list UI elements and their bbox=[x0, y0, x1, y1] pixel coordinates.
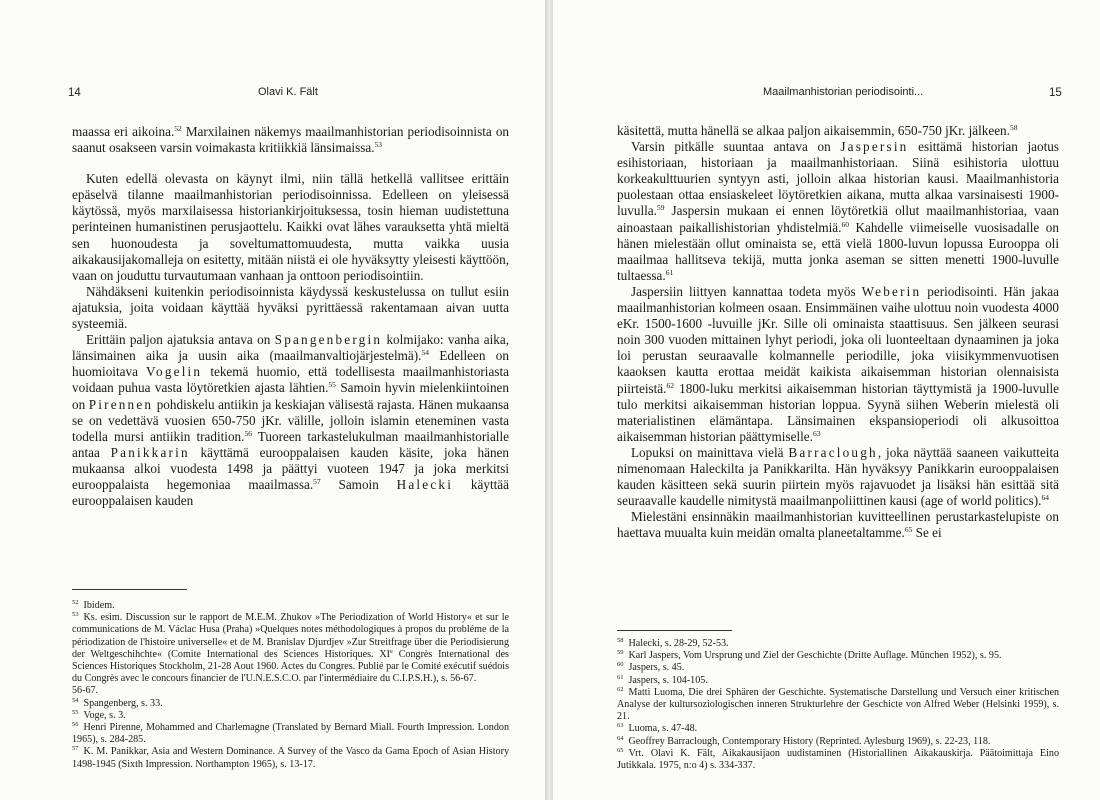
left-page bbox=[0, 0, 545, 800]
footnote: $^{64}$ Geoffrey Barraclough, Contemporary History (Reprinted. Aylesburg 1969), s. 22-23, 118. bbox=[617, 734, 991, 747]
spaced-name: Spangenbergin bbox=[274, 332, 383, 348]
footnote: $^{62}$ Matti Luoma, Die drei Sphären der Geschichte. Systematische Darstellung und Versuch einer kritischen Analyse der kultursoziologischen inneren Strukturlehre der Geschicte von Alfred Weber (Helsinki 1959), s. 21. bbox=[617, 685, 1059, 723]
footnote: $^{59}$ Karl Jaspers, Vom Ursprung und Ziel der Geschichte (Dritte Auflage. München 1952), s. 95. bbox=[617, 649, 1002, 662]
spaced-name: Vogelin bbox=[146, 364, 203, 380]
footnote: $^{56}$ Henri Pirenne, Mohammed and Charlemagne (Translated by Bernard Miall. Fourth Impression. London 1965), s. 284-285. bbox=[72, 721, 509, 746]
paragraph: Varsin pitkälle suuntaa antava on Jaspersin esittämä historian jaotus esihistoriaan, historiaan ja maailmanhistoriaan. Siinä esihistoria ulottuu korkeakulttuurien syntyyn asti, jolloin alkaa historian kausi. Maailmanhistoria puolestaan ottaa ensiaskeleet löytöretkien aikana, mutta alkaa varsinaisesti 1900-luvulla.$^{59}$ Jaspersin mukaan ei ennen löytöretkiä ollut maailmanhistoriaa, vaan ainoastaan paikallishistorian yhdistelmiä.$^{60}$ Kahdelle viimeiselle vuosisadalle on hänen mielestään ollut ominaista se, että vielä 1800-luvun lopussa Eurooppa oli maailmaa hallitseva tekijä, mutta jonka aseman se sitten menetti 1900-luvulle tultaessa.$^{61}$ bbox=[617, 139, 1059, 283]
spaced-name: Panikkarin bbox=[110, 444, 190, 460]
footnote-ref[interactable]: 54 bbox=[421, 348, 429, 358]
body-text bbox=[617, 123, 1059, 541]
footnote-ref[interactable]: 61 bbox=[665, 267, 674, 277]
paragraph: Lopuksi on mainittava vielä Barraclough, joka näyttää saaneen vaikutteita nimenomaan Haleckilta ja Panikkarilta. Hän hyväksyy Panikkarin eurooppalaisen kauden käsitteen sekä suurin piirtein myös rajavuodet ja lisäksi hän esittää sitä seuraavalle kaudelle nimitystä maailmanpoliittinen kausi (age of world politics).$^{64}$ bbox=[617, 444, 1059, 509]
footnotes bbox=[72, 600, 509, 771]
paragraph: Kuten edellä olevasta on käynyt ilmi, niin tällä hetkellä vallitsee erittäin epäselvä tilanne maailmanhistorian periodisoinnissa. Edelleen on yleisessä käytössä, myös marxilaisessa historiankirjoituksessa, tosin hieman uudistettuna perinteinen humanistinen perusjaottelu. Kaikki ovat lähes varauksetta yhtä mieltä sen huonoudesta ja soveltumattomuudesta, mutta vaikka uusia aikakausijakomalleja on esitetty, mitään niistä ei ole hyväksytty yleisesti käyttöön, vaan on jouduttu turvautumaan vanhaan ja onttoon periodisointiin. bbox=[72, 171, 509, 283]
footnote-rule bbox=[72, 589, 187, 590]
footnote-ref[interactable]: 58 bbox=[1009, 123, 1018, 132]
book-gutter bbox=[545, 0, 553, 800]
footnotes bbox=[617, 638, 1059, 772]
footnote: $^{65}$ Vrt. Olavi K. Fält, Aikakausijaon uudistaminen (Historiallinen Aikakauskirja. Päätoimittaja Eino Jutikkala. 1975, n:o 4) s. 334-337. bbox=[617, 746, 1059, 772]
spaced-name: Jaspersin bbox=[840, 139, 909, 155]
paragraph: Erittäin paljon ajatuksia antava on Spangenbergin kolmijako: vanha aika, länsimainen aika ja uusin aika (maailmanvaltiojärjestelmä).$^{54}$ Edelleen on huomioitava Vogelin tekemä huomio, että todellisesta maailmanhistoriasta voidaan puhua vasta löytöretkien ajasta lähtien.$^{55}$ Samoin hyvin mielenkiintoinen on Pirennen pohdiskelu antiikin ja keskiajan välisestä rajasta. Hänen mukaansa se on vedettävä vuosien 650-750 jKr. välille, jolloin islamin eteneminen vasta todella mursi antiikin tradition.$^{56}$ Tuoreen tarkastelukulman maailmanhistorialle antaa Panikkarin käyttämä eurooppalaisen kauden käsite, joka hänen mukaansa alkoi vuodesta 1498 ja päättyi vuoteen 1947 ja joka merkitsi eurooppalaista hegemoniaa maailmassa.$^{57}$ Samoin Halecki käyttää eurooppalaisen kauden bbox=[72, 332, 510, 509]
running-head: Olavi K. Fält bbox=[258, 86, 318, 98]
page-number: 15 bbox=[1049, 87, 1062, 99]
right-page bbox=[553, 0, 1100, 800]
footnote-ref[interactable]: 63 bbox=[812, 428, 821, 438]
spaced-name: Halecki bbox=[396, 476, 454, 492]
spaced-name: Weberin bbox=[861, 283, 922, 299]
spaced-name: Pirennen bbox=[88, 396, 154, 412]
footnote-ref[interactable]: 60 bbox=[841, 219, 849, 229]
page-number: 14 bbox=[68, 87, 81, 99]
paragraph: käsitettä, mutta hänellä se alkaa paljon aikaisemmin, 650-750 jKr. jälkeen.$^{58}$ bbox=[617, 123, 1018, 138]
spaced-name: Barraclough bbox=[788, 444, 878, 460]
footnote: $^{60}$ Jaspers, s. 45. bbox=[617, 661, 685, 674]
footnote-ref[interactable]: 57 bbox=[313, 476, 321, 486]
footnote-ref[interactable]: 62 bbox=[666, 380, 674, 390]
paragraph: maassa eri aikoina.$^{52}$ Marxilainen näkemys maailmanhistorian periodisoinnista on saanut osakseen varsin voimakasta kritiikkiä länsimaissa.$^{53}$ bbox=[72, 124, 510, 156]
footnote: $^{63}$ Luoma, s. 47-48. bbox=[617, 722, 698, 735]
footnote: $^{57}$ K. M. Panikkar, Asia and Western Dominance. A Survey of the Vasco da Gama Epoch of Asian History 1498-1945 (Sixth Impression. Northampton 1965), s. 13-17. bbox=[72, 745, 509, 770]
footnote-ref[interactable]: 64 bbox=[1041, 493, 1049, 503]
running-head: Maailmanhistorian periodisointi... bbox=[763, 86, 924, 98]
footnote: $^{61}$ Jaspers, s. 104-105. bbox=[617, 673, 708, 686]
footnote-ref[interactable]: 59 bbox=[656, 203, 665, 213]
footnote-ref[interactable]: 55 bbox=[328, 380, 336, 390]
footnote-continuation: 56-67. bbox=[72, 685, 99, 697]
footnote: $^{55}$ Voge, s. 3. bbox=[72, 708, 126, 721]
footnote: $^{54}$ Spangenberg, s. 33. bbox=[72, 696, 163, 709]
footnote: $^{53}$ Ks. esim. Discussion sur le rapport de M.E.M. Zhukov »The Periodization of World History« et sur le communications de M. Václac Husa (Praha) »Quelques notes méthodologiques à propos du probléme de la périodization de l'histoire universelle« et de M. Branislav Djurdjev »Zur Streitfrage über die Periodisierung der Weltgeschihchte« (Comite International des Sciences Historiques. XIe Congrès International des Sciences Historiques Stockholm, 21-28 Aout 1960. Actes du Congres. Publié par le Comité exécutif suédois du Congrès avec le concours financier de l'U.N.E.S.C.O. par l'intermédiaire du C.I.P.S.H.), s. 56-67. bbox=[72, 611, 509, 685]
footnote: $^{52}$ Ibidem. bbox=[72, 599, 115, 611]
paragraph: Nähdäkseni kuitenkin periodisoinnista käydyssä keskustelussa on tullut esiin ajatuksia, joita voidaan käyttää hyväksi pyrittäessä rakentamaan aivan uutta systeemiä. bbox=[72, 283, 509, 332]
footnote-ref[interactable]: 65 bbox=[904, 525, 913, 535]
paragraph: Jaspersiin liittyen kannattaa todeta myös Weberin periodisointi. Hän jakaa maailmanhistorian kolmeen osaan. Ensimmäinen vaihe ulottuu noin vuodesta 4000 eKr. 1500-1600 -luvuille jKr. Sille oli ominaista staattisuus. Sen jälkeen seurasi noin 300 vuoden mittainen lyhyt periodi, joka oli luonteeltaan dynaaminen ja joka loi perustan seuraavalle kolmannelle periodille, joka viisikymmenvuotisen kaaoksen kautta erottaa meidät kaikista aikaisemman historian olennaisista piirteistä.$^{62}$ 1800-luku merkitsi aikaisemman historian täyttymistä ja 1900-luvulle tulo merkitsi aikaisemman historian loppua. Syynä siihen Weberin mielestä oli materialistinen elämäntapa. Länsimainen ekspansioperiodi oli alkusoittoa aikaisemman historian päättymiselle.$^{63}$ bbox=[617, 283, 1060, 444]
footnote: $^{58}$ Halecki, s. 28-29, 52-53. bbox=[617, 637, 729, 649]
footnote-ref[interactable]: 52 bbox=[174, 124, 182, 133]
paragraph: Mielestäni ensinnäkin maailmanhistorian kuvitteellinen perustarkastelupiste on haettava muualta kuin meidän omalta planeetaltamme.$^{65}$ Se ei bbox=[617, 509, 1059, 541]
footnote-rule bbox=[617, 630, 732, 631]
footnote-ref[interactable]: 53 bbox=[374, 140, 383, 150]
footnote-ref[interactable]: 56 bbox=[244, 428, 252, 438]
body-text bbox=[72, 124, 509, 509]
